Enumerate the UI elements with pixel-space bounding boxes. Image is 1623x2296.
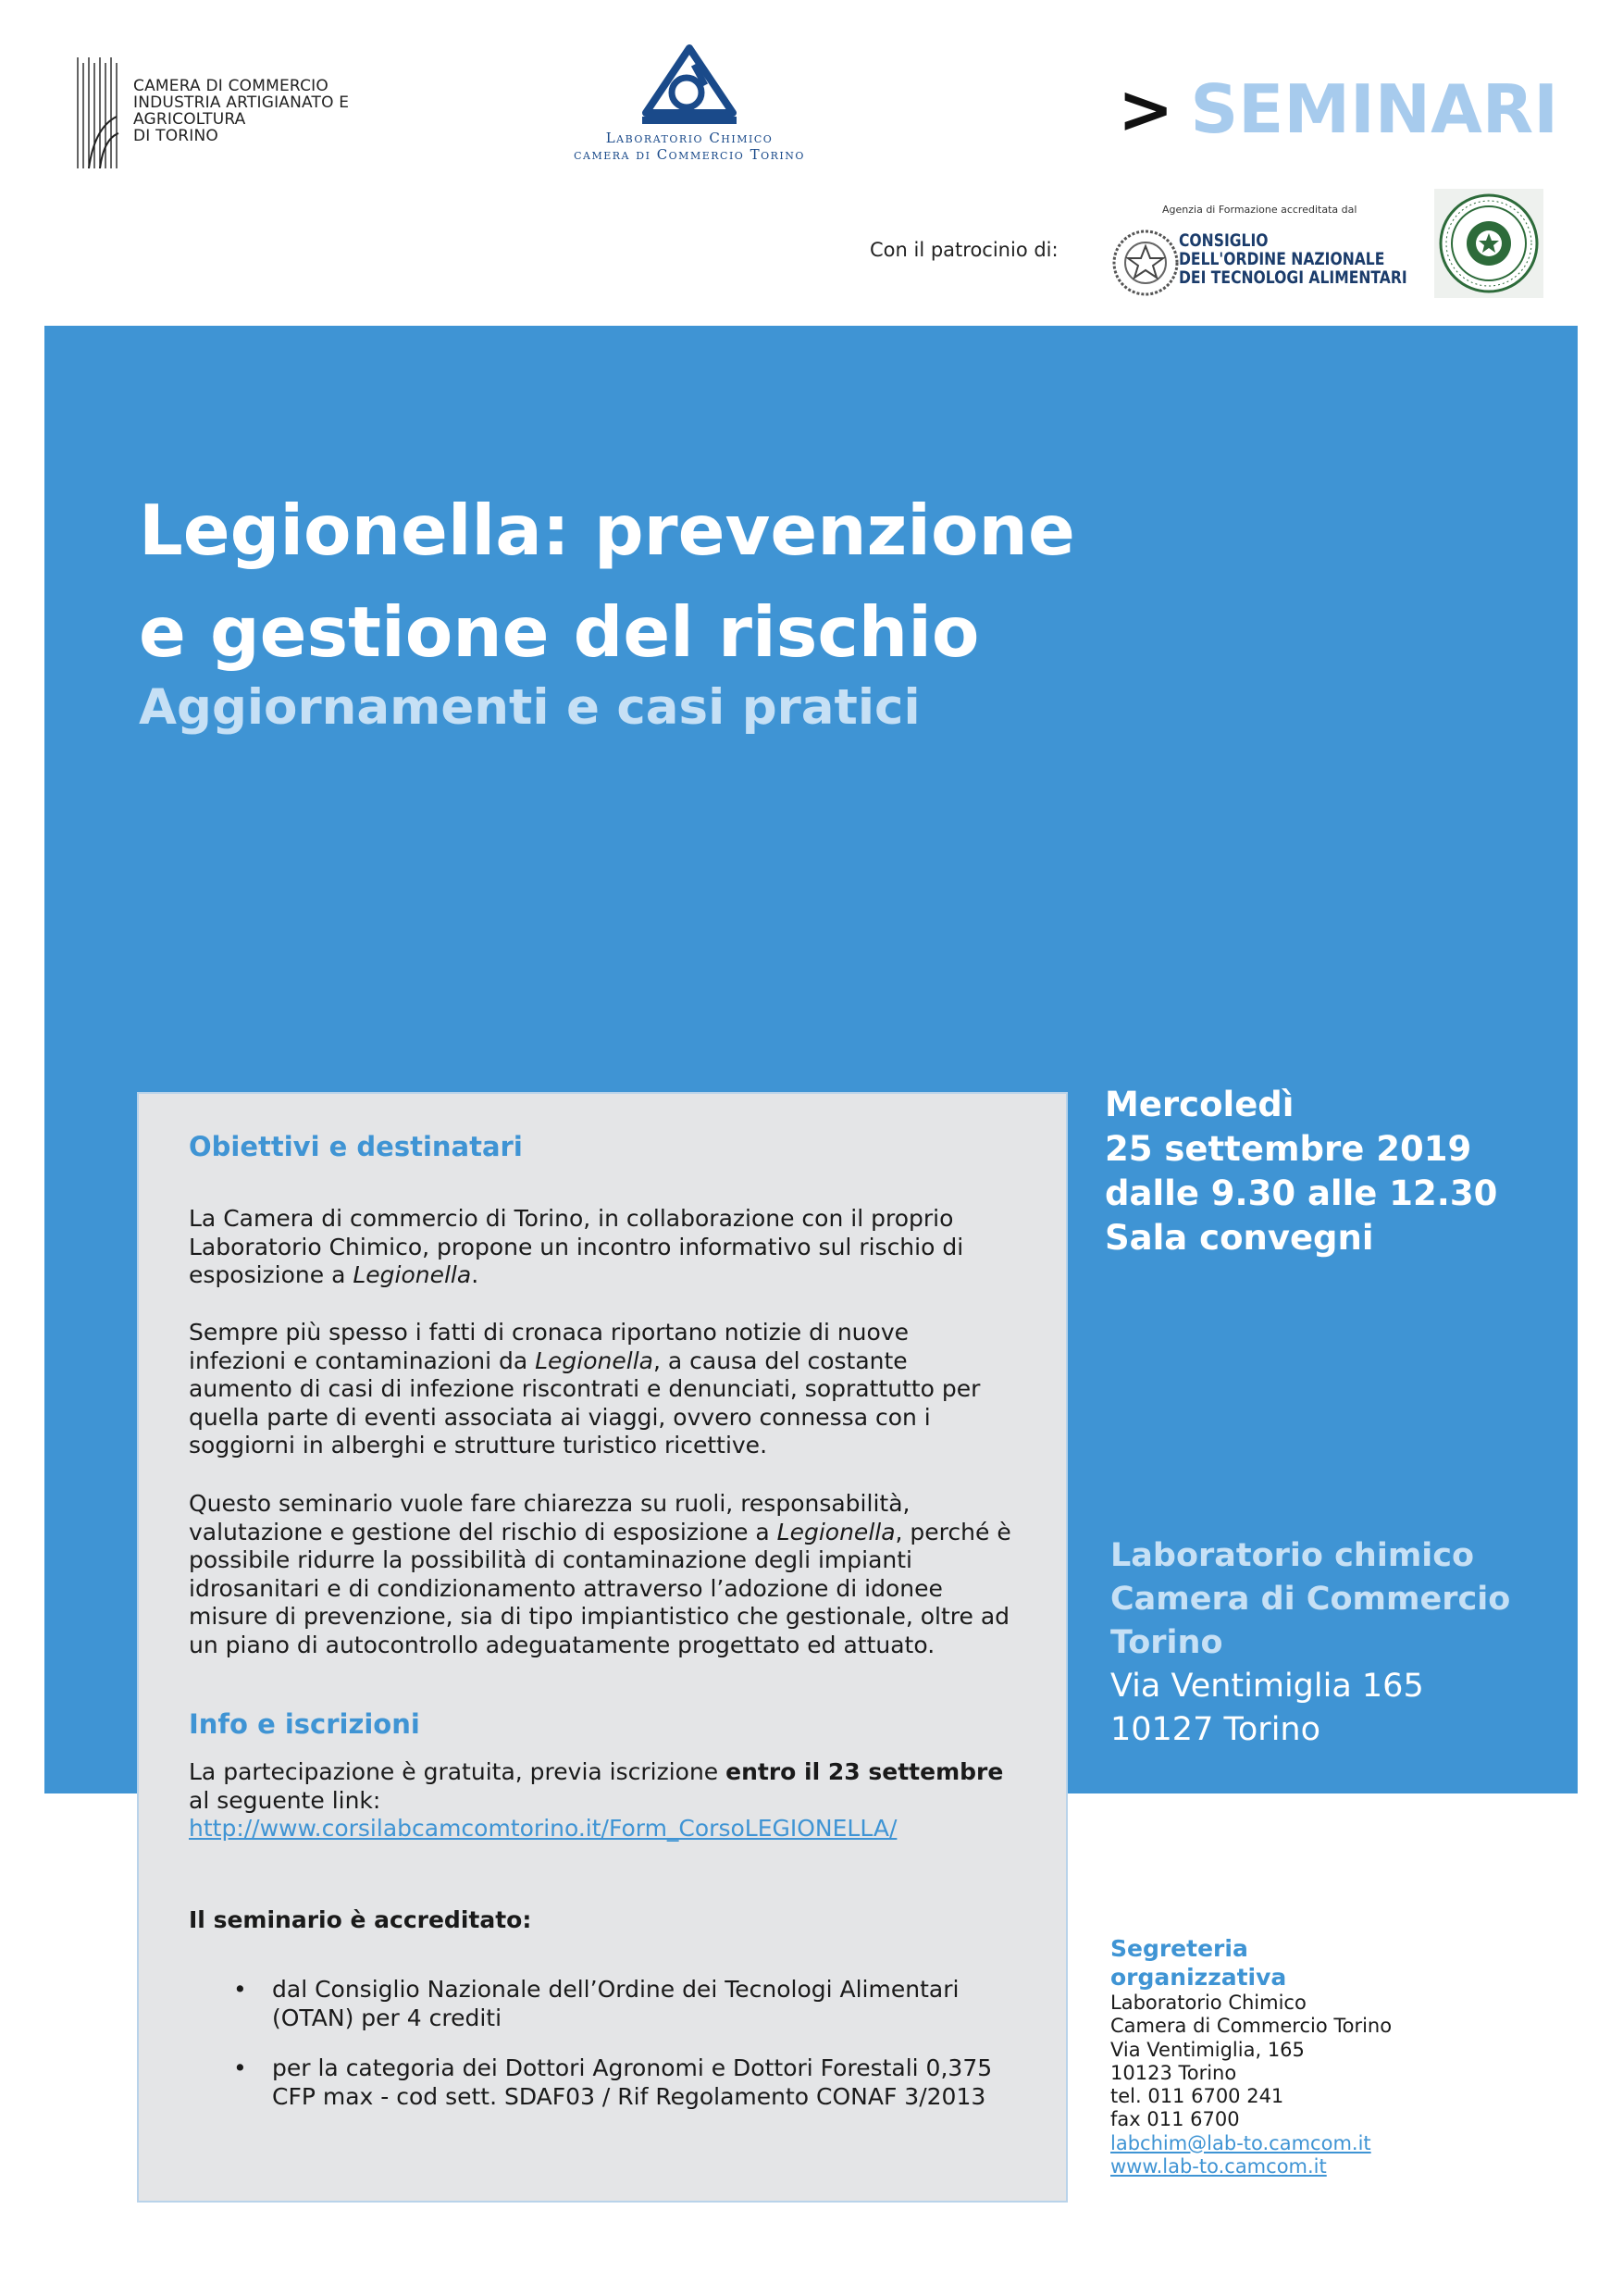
text-line: possibile ridurre la possibilità di contaminazione degli impianti <box>189 1546 912 1574</box>
registration-link[interactable]: http://www.corsilabcamcomtorino.it/Form_CorsoLEGIONELLA/ <box>189 1815 898 1843</box>
otan-line: DELL'ORDINE NAZIONALE <box>1179 249 1385 269</box>
lab-logo <box>537 44 842 165</box>
location-address-line: Via Ventimiglia 165 <box>1110 1668 1424 1705</box>
bullet-icon: • <box>233 2054 247 2081</box>
deadline-bold: entro il 23 settembre <box>725 1758 1004 1785</box>
secretariat-block <box>1110 1934 1573 2178</box>
otan-line: CONSIGLIO <box>1179 230 1269 251</box>
italian-republic-emblem-icon <box>1109 224 1183 302</box>
text-line: un piano di autocontrollo adeguatamente progettato ed attuato. <box>189 1631 935 1658</box>
text-line: quella parte di eventi associata ai viaggi, ovvero connessa con i <box>189 1403 931 1431</box>
secretariat-line: 10123 Torino <box>1110 2061 1237 2084</box>
text-line: Questo seminario vuole fare chiarezza su ruoli, responsabilità, <box>189 1490 911 1517</box>
page-title <box>139 479 1342 683</box>
paragraph-seminar <box>189 1490 1031 1660</box>
seminari-arrow: > <box>1118 70 1174 148</box>
bullet-icon: • <box>233 1976 247 2003</box>
text-line <box>189 1347 1031 1376</box>
bullet-text <box>272 1976 1031 2032</box>
email-link[interactable]: labchim@lab-to.camcom.it <box>1110 2131 1371 2154</box>
text-line: soggiorni in alberghi e strutture turistico ricettive. <box>189 1432 768 1459</box>
secretariat-heading-line: organizzativa <box>1110 1964 1287 1991</box>
text-line: per la categoria dei Dottori Agronomi e Dottori Forestali 0,375 <box>272 2054 993 2081</box>
bullet-text <box>272 2054 1031 2111</box>
location-name-line: Torino <box>1110 1624 1223 1661</box>
event-date-block <box>1105 1083 1497 1260</box>
text-line: aumento di casi di infezione riscontrati e denunciati, soprattutto per <box>189 1375 981 1403</box>
event-when-line: Sala convegni <box>1105 1218 1374 1258</box>
seminari-heading <box>1118 72 1558 146</box>
cciaa-line: INDUSTRIA ARTIGIANATO E AGRICOLTURA <box>133 93 350 129</box>
seminari-word: SEMINARI <box>1190 70 1559 148</box>
secretariat-line: Laboratorio Chimico <box>1110 1992 1307 2014</box>
accreditation-title: Il seminario è accreditato: <box>189 1906 532 1933</box>
text-line <box>189 1519 1031 1547</box>
text-line: (OTAN) per 4 crediti <box>272 2004 502 2031</box>
conaf-seal-icon <box>1434 189 1543 298</box>
text-run: valutazione e gestione del rischio di esposizione a <box>189 1518 777 1545</box>
text-line: CFP max - cod sett. SDAF03 / Rif Regolamento CONAF 3/2013 <box>272 2082 986 2110</box>
text-run: La partecipazione è gratuita, previa iscrizione <box>189 1758 726 1785</box>
text-run: , a causa del costante <box>652 1347 908 1374</box>
text-line: Sempre più spesso i fatti di cronaca riportano notizie di nuove <box>189 1319 910 1346</box>
secretariat-line: fax 011 6700 <box>1110 2108 1240 2131</box>
secretariat-line: Camera di Commercio Torino <box>1110 2015 1393 2038</box>
text-run: esposizione a <box>189 1261 353 1289</box>
event-when-line: 25 settembre 2019 <box>1105 1129 1472 1169</box>
event-location-block <box>1110 1534 1510 1752</box>
cciaa-name <box>133 78 465 144</box>
title-line: e gestione del rischio <box>139 591 980 673</box>
legionella-italic: Legionella <box>776 1518 896 1545</box>
text-run: , perché è <box>895 1518 1011 1545</box>
title-line: Legionella: prevenzione <box>139 490 1075 571</box>
event-when-line: dalle 9.30 alle 12.30 <box>1105 1173 1498 1213</box>
text-run: . <box>471 1261 479 1289</box>
text-line: idrosanitari e di condizionamento attraverso l’adozione di idonee <box>189 1574 943 1602</box>
lab-line: camera di Commercio Torino <box>574 146 805 163</box>
text-run: infezioni e contaminazioni da <box>189 1347 536 1374</box>
section-heading-obiettivi: Obiettivi e destinatari <box>189 1131 523 1162</box>
cciaa-emblem-icon <box>76 54 124 168</box>
page-subtitle: Aggiornamenti e casi pratici <box>139 679 921 736</box>
otan-name <box>1179 231 1407 287</box>
text-line: al seguente link: <box>189 1786 381 1814</box>
cciaa-line: DI TORINO <box>133 127 218 145</box>
secretariat-line: tel. 011 6700 241 <box>1110 2085 1284 2108</box>
text-line <box>189 1758 1031 1787</box>
section-heading-info: Info e iscrizioni <box>189 1708 420 1740</box>
legionella-italic: Legionella <box>535 1347 653 1374</box>
lab-emblem-icon <box>638 44 740 126</box>
otan-tagline: Agenzia di Formazione accreditata dal <box>1162 204 1357 216</box>
cciaa-logo <box>76 54 465 168</box>
event-when-line: Mercoledì <box>1105 1085 1295 1124</box>
info-panel <box>137 1092 1068 2203</box>
secretariat-line: Via Ventimiglia, 165 <box>1110 2038 1305 2061</box>
location-name-line: Laboratorio chimico <box>1110 1537 1475 1574</box>
paragraph-registration <box>189 1758 1031 1843</box>
paragraph-news <box>189 1319 1031 1460</box>
lab-name <box>537 130 842 163</box>
text-line: dal Consiglio Nazionale dell’Ordine dei Tecnologi Alimentari <box>272 1976 960 2003</box>
otan-logo <box>1109 194 1407 305</box>
lab-line: Laboratorio Chimico <box>605 130 774 146</box>
text-line: misure di prevenzione, sia di tipo impiantistico che gestionale, oltre ad <box>189 1603 1010 1631</box>
paragraph-intro <box>189 1205 1031 1290</box>
patrocinio-label: Con il patrocinio di: <box>870 239 1059 261</box>
text-line: La Camera di commercio di Torino, in collaborazione con il proprio <box>189 1205 954 1232</box>
location-name-line: Camera di Commercio <box>1110 1581 1511 1618</box>
otan-line: DEI TECNOLOGI ALIMENTARI <box>1179 267 1407 288</box>
cciaa-line: CAMERA DI COMMERCIO <box>133 77 328 95</box>
text-line: Laboratorio Chimico, propone un incontro informativo sul rischio di <box>189 1233 964 1260</box>
text-line <box>189 1261 1031 1290</box>
legionella-italic: Legionella <box>353 1261 472 1289</box>
location-address-line: 10127 Torino <box>1110 1711 1321 1748</box>
website-link[interactable]: www.lab-to.camcom.it <box>1110 2155 1327 2178</box>
secretariat-heading-line: Segreteria <box>1110 1935 1248 1962</box>
